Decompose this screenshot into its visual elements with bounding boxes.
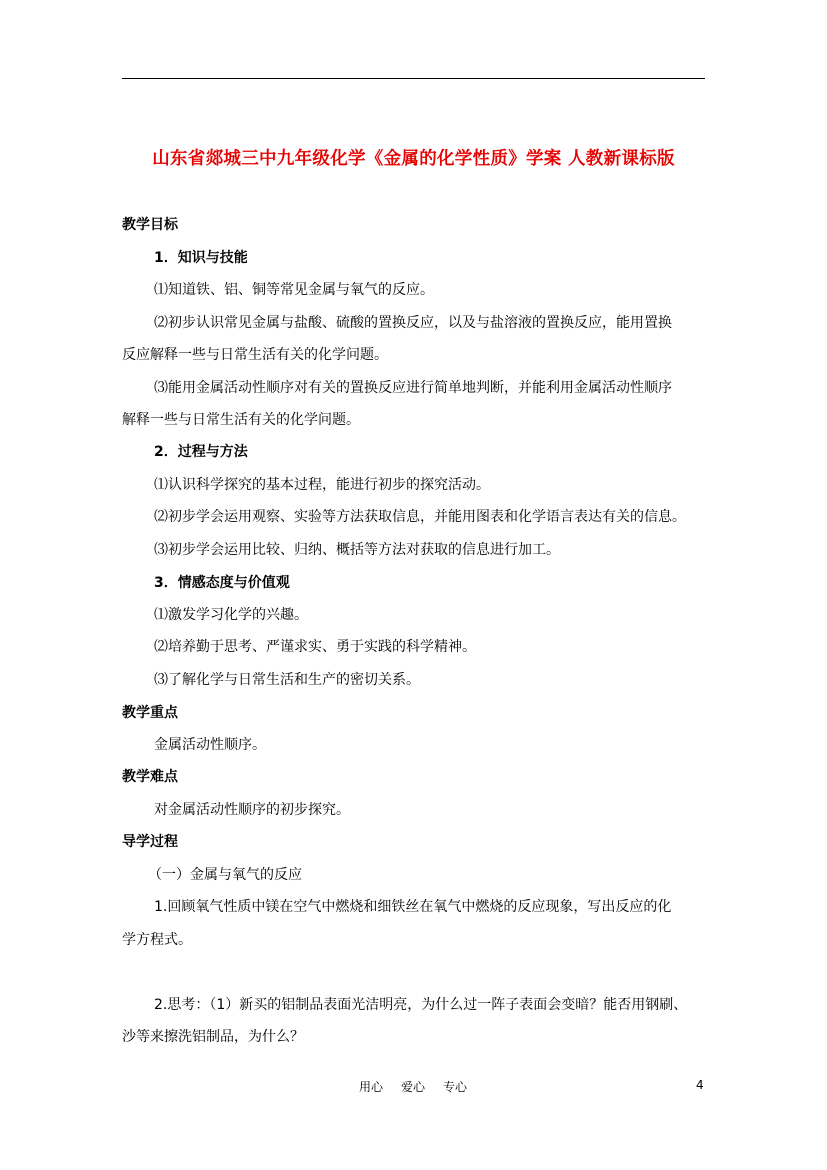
subheading-knowledge: 1．知识与技能 [154,250,248,266]
footer-word-2: 爱心 [401,1080,426,1094]
page-number: 4 [696,1078,704,1092]
question-1-line-2: 学方程式。 [122,932,192,948]
footer-word-3: 专心 [443,1080,468,1094]
subheading-attitude: 3．情感态度与价值观 [154,575,290,591]
question-2-line-2: 沙等来擦洗铝制品，为什么？ [122,1029,304,1045]
attitude-item-1: ⑴激发学习化学的兴趣。 [154,607,308,623]
goals-heading: 教学目标 [122,217,178,233]
knowledge-item-3-line-1: ⑶能用金属活动性顺序对有关的置换反应进行简单地判断，并能利用金属活动性顺序 [154,380,672,396]
subheading-process: 2．过程与方法 [154,444,248,460]
part-one-heading: （一）金属与氧气的反应 [148,867,302,883]
attitude-item-3: ⑶了解化学与日常生活和生产的密切关系。 [154,672,420,688]
process-item-1: ⑴认识科学探究的基本过程，能进行初步的探究活动。 [154,477,490,493]
process-heading: 导学过程 [122,834,178,850]
knowledge-item-2-line-2: 反应解释一些与日常生活有关的化学问题。 [122,347,388,363]
difficulty-text: 对金属活动性顺序的初步探究。 [154,802,350,818]
header-rule [122,78,705,79]
knowledge-item-3-line-2: 解释一些与日常生活有关的化学问题。 [122,412,360,428]
knowledge-item-1: ⑴知道铁、铝、铜等常见金属与氧气的反应。 [154,282,434,298]
attitude-item-2: ⑵培养勤于思考、严谨求实、勇于实践的科学精神。 [154,639,476,655]
process-item-2: ⑵初步学会运用观察、实验等方法获取信息，并能用图表和化学语言表达有关的信息。 [154,509,686,525]
question-1-line-1: 1.回顾氧气性质中镁在空气中燃烧和细铁丝在氧气中燃烧的反应现象，写出反应的化 [154,899,672,915]
document-title: 山东省郯城三中九年级化学《金属的化学性质》学案 人教新课标版 [152,149,675,169]
process-item-3: ⑶初步学会运用比较、归纳、概括等方法对获取的信息进行加工。 [154,542,560,558]
question-2-line-1: 2.思考：（1）新买的铝制品表面光洁明亮，为什么过一阵子表面会变暗？能否用钢刷、 [154,997,688,1013]
footer-word-1: 用心 [359,1080,384,1094]
difficulty-heading: 教学难点 [122,769,178,785]
key-point-text: 金属活动性顺序。 [154,737,266,753]
knowledge-item-2-line-1: ⑵初步认识常见金属与盐酸、硫酸的置换反应，以及与盐溶液的置换反应，能用置换 [154,315,672,331]
key-point-heading: 教学重点 [122,705,178,721]
